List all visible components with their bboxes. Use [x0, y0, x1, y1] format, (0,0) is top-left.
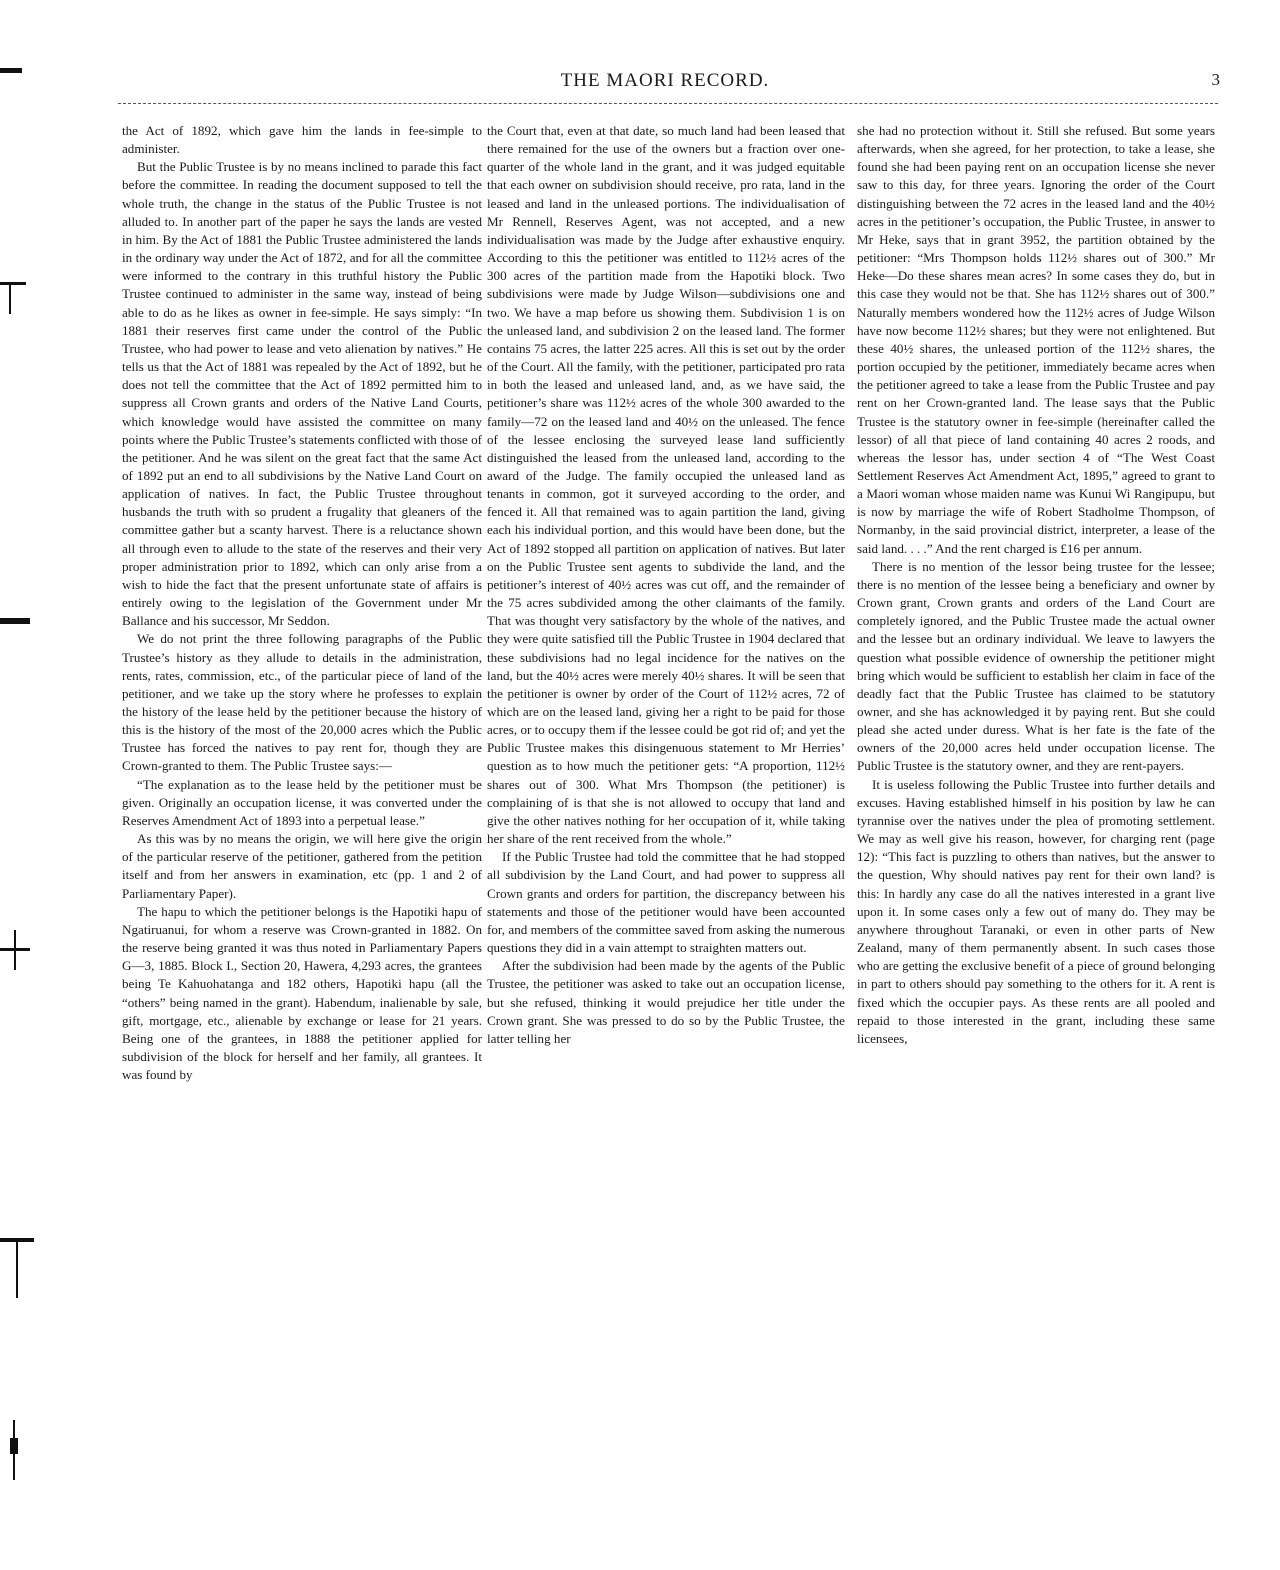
column-2 — [487, 122, 845, 1048]
paragraph: After the subdivision had been made by the agents of the Public Trustee, the petitioner was asked to take out an occupation license, but she refused, thinking it would prejudice her title under the Crown grant. She was pressed to do so by the Public Trustee, the latter telling her — [487, 958, 845, 1046]
binding-mark — [14, 930, 16, 970]
header-rule — [118, 103, 1218, 104]
quotation: “The explanation as to the lease held by the petitioner must be given. Originally an occupation license, it was converted under the Reserves Amendment Act of 1893 into a perpetual lease.” — [122, 776, 482, 828]
page-number: 3 — [1211, 70, 1220, 89]
running-title: THE MAORI RECORD. — [560, 70, 770, 91]
paragraph: The hapu to which the petitioner belongs is the Hapotiki hapu of Ngatiruanui, for whom a reserve was Crown-granted in 1882. On the reserve being granted it was thus noted in Parliamentary Papers G—3, 1885. Block I., Section 20, Hawera, 4,293 acres, the grantees being Te Kahuohatanga and 182 others, Hapotiki hapu (all the “others” being named in the grant). Habendum, inalienable by sale, gift, mortgage, etc., alienable by exchange or lease for 21 years. Being one of the grantees, in 1888 the petitioner applied for subdivision of the block for herself and her family, all grantees. It was found by — [122, 903, 482, 1083]
binding-mark — [0, 68, 22, 73]
page-header — [110, 70, 1220, 94]
binding-margin — [0, 0, 40, 1570]
binding-mark — [0, 282, 26, 285]
binding-mark — [16, 1238, 18, 1298]
binding-mark — [0, 618, 30, 624]
paragraph: If the Public Trustee had told the committee that he had stopped all subdivision by the Land Court, and had power to suppress all Crown grants and orders for partition, the discrepancy between his statements and those of the petitioner would have been accounted for, and members of the committee saved from asking the numerous questions they did in a vain attempt to straighten matters out. — [487, 849, 845, 956]
paragraph: We do not print the three following paragraphs of the Public Trustee’s history as they allude to details in the administration, rents, rates, commission, etc., of the particular piece of land of the petitioner, and we take up the story where he professes to explain the history of the lease held by the petitioner because the history of this is the history of the most of the 20,000 acres which the Public Trustee has forced the natives to pay rent for, though they are Crown-granted to them. The Public Trustee says:— — [122, 631, 482, 774]
column-3 — [857, 122, 1215, 1048]
paragraph: But the Public Trustee is by no means inclined to parade this fact before the committee. In reading the document supposed to tell the whole truth, the change in the status of the Public Trustee is not alluded to. In another part of the paper he says the lands are vested in him. By the Act of 1881 the Public Trustee administered the lands in the ordinary way under the Act of 1872, and for all the committee were informed to the contrary in this truthful history the Public Trustee continued to administer in the same way, instead of being able to do as he likes as owner in fee-simple. He says simply: “In 1881 their reserves first came under the control of the Public Trustee, who had power to lease and veto alienation by natives.” He tells us that the Act of 1881 was repealed by the Act of 1892, but he does not tell the committee that the Act of 1892 permitted him to suppress all Crown grants and orders of the Native Land Courts, which knowledge would have assisted the committee on many points where the Public Trustee’s statements conflicted with those of the petitioner. And he was silent on the great fact that the same Act of 1892 put an end to all subdivisions by the Native Land Court on application of natives. In fact, the Public Trustee throughout husbands the truth with so prudent a frugality that gleaners of the committee gather but a scanty harvest. There is a reluctance shown all through even to allude to the state of the reserves and their very proper administration prior to 1892, which can only arise from a wish to hide the fact that the present unfortunate state of affairs is entirely owing to the legislation of the Government under Mr Ballance and his successor, Mr Seddon. — [122, 159, 482, 629]
paragraph: There is no mention of the lessor being trustee for the lessee; there is no mention of the lessee being a beneficiary and owner by Crown grant, Crown grants and orders of the Land Court are completely ignored, and the Public Trustee made the actual owner and the lessee but an ordinary individual. We leave to lawyers the question what possible evidence of ownership the petitioner might bring which would be sufficient to establish her claim in face of the deadly fact that the Public Trustee has claimed to be statutory owner, and she has acknowledged it by paying rent. But she could plead she acted under duress. What is her fate is the fate of the owners of the 20,000 acres held under occupation license. The Public Trustee is the statutory owner, and they are rent-payers. — [857, 558, 1215, 774]
paragraph: As this was by no means the origin, we will here give the origin of the particular reserve of the petitioner, gathered from the petition itself and from her answers in examination, etc (pp. 1 and 2 of Parliamentary Paper). — [122, 831, 482, 901]
paragraph: the Court that, even at that date, so much land had been leased that there remained for the use of the owners but a fraction over one-quarter of the whole land in the grant, and it was judged equitable that each owner on subdivision should receive, pro rata, land in the leased and land in the unleased portions. The individualisation of Mr Rennell, Reserves Agent, was not accepted, and a new individualisation was made by the Judge after exhaustive enquiry. According to this the petitioner was entitled to 112½ acres of the 300 acres of the partition made from the Hapotiki block. Two subdivisions were made by Judge Wilson—subdivisions one and two. We have a map before us showing them. Subdivision 1 is on the unleased land, and subdivision 2 on the leased land. The former contains 75 acres, the latter 225 acres. All this is set out by the order of the Court. All the family, with the petitioner, participated pro rata in both the leased and unleased land, and, as we have said, the petitioner’s share was 112½ acres of the whole 300 awarded to the family—72 on the leased land and 40½ on the unleased. The fence of the lessee enclosing the surveyed lease land sufficiently distinguished the leased from the unleased land, according to the award of the Judge. The family occupied the unleased land as tenants in common, got it surveyed according to the order, and fenced it. All that remained was to again partition the land, giving each his individual portion, and this would have been done, but the Act of 1892 stopped all partition on application of natives. But later on the Public Trustee sent agents to subdivide the land, and the petitioner’s interest of 40½ acres was cut off, and the remainder of the 75 acres subdivided among the other claimants of the family. That was thought very satisfactory by the whole of the natives, and they were quite satisfied till the Public Trustee in 1904 declared that these subdivisions had no legal incidence for the natives on the land, but the 40½ acres were merely 40½ shares. It will be seen that the petitioner is owner by order of the Court of 112½ acres, 72 of which are on the leased land, giving her a right to be paid for those acres, or to occupy them if the lessee could be got rid of; and yet the Public Trustee makes this disingenuous statement to Mr Herries’ question as to how much the petitioner gets: “A proportion, 112½ shares out of 300. What Mrs Thompson (the petitioner) is complaining of is that she is not allowed to occupy that land and give the other natives nothing for her occupation of it, while taking her share of the rent received from the whole.” — [487, 123, 845, 847]
binding-mark — [9, 282, 11, 314]
paragraph: the Act of 1892, which gave him the lands in fee-simple to administer. — [122, 123, 482, 157]
paragraph: she had no protection without it. Still she refused. But some years afterwards, when she agreed, for her protection, to take a lease, she found she had been paying rent on an occupation license she never saw to this day, for three years. Ignoring the order of the Court distinguishing between the 72 acres in the leased land and the 40½ acres in the petitioner’s occupation, the Public Trustee, in answer to Mr Heke, says that in grant 3952, the partition obtained by the petitioner: “Mrs Thompson holds 112½ shares out of 300.” Mr Heke—Do these shares mean acres? In some cases they do, but in this case they would not be that. She has 112½ shares out of 300.” Naturally members wondered how the 112½ acres of Judge Wilson have now become 112½ shares; but they were not enlightened. But these 40½ shares, the unleased portion of the 112½ shares, the portion occupied by the petitioner, immediately became acres when the petitioner agreed to take a lease from the Public Trustee and pay rent on her Crown-granted land. The lease says that the Public Trustee is the statutory owner in fee-simple (hereinafter called the lessor) of all that piece of land containing 40 acres 2 roods, and whereas the lessor has, under section 4 of “The West Coast Settlement Reserves Act Amendment Act, 1895,” agreed to grant to a Maori woman whose maiden name was Kunui Wi Rangipupu, but is now by marriage the wife of Robert Stadholme Thompson, of Normanby, in the said provincial district, interpreter, a lease of the said land. . . .” And the rent charged is £16 per annum. — [857, 123, 1215, 556]
paragraph: It is useless following the Public Trustee into further details and excuses. Having established himself in his position by law he can tyrannise over the natives under the plea of promoting settlement. We may as well give his reason, however, for charging rent (page 12): “This fact is puzzling to others than natives, but the answer to the question, Why should natives pay rent for their own land? is this: In hardly any case do all the natives interested in a grant live upon it. In some cases only a few out of many do. They may be anywhere throughout Taranaki, or even in other parts of New Zealand, many of them permanently absent. In such cases those who are getting the exclusive benefit of a piece of ground belonging in part to others should pay something to the others for it. A rent is fixed which the occupier pays. As these rents are all pooled and repaid to those interested in the grant, including these same licensees, — [857, 776, 1215, 1046]
binding-mark — [13, 1420, 15, 1480]
column-1 — [122, 122, 482, 1084]
